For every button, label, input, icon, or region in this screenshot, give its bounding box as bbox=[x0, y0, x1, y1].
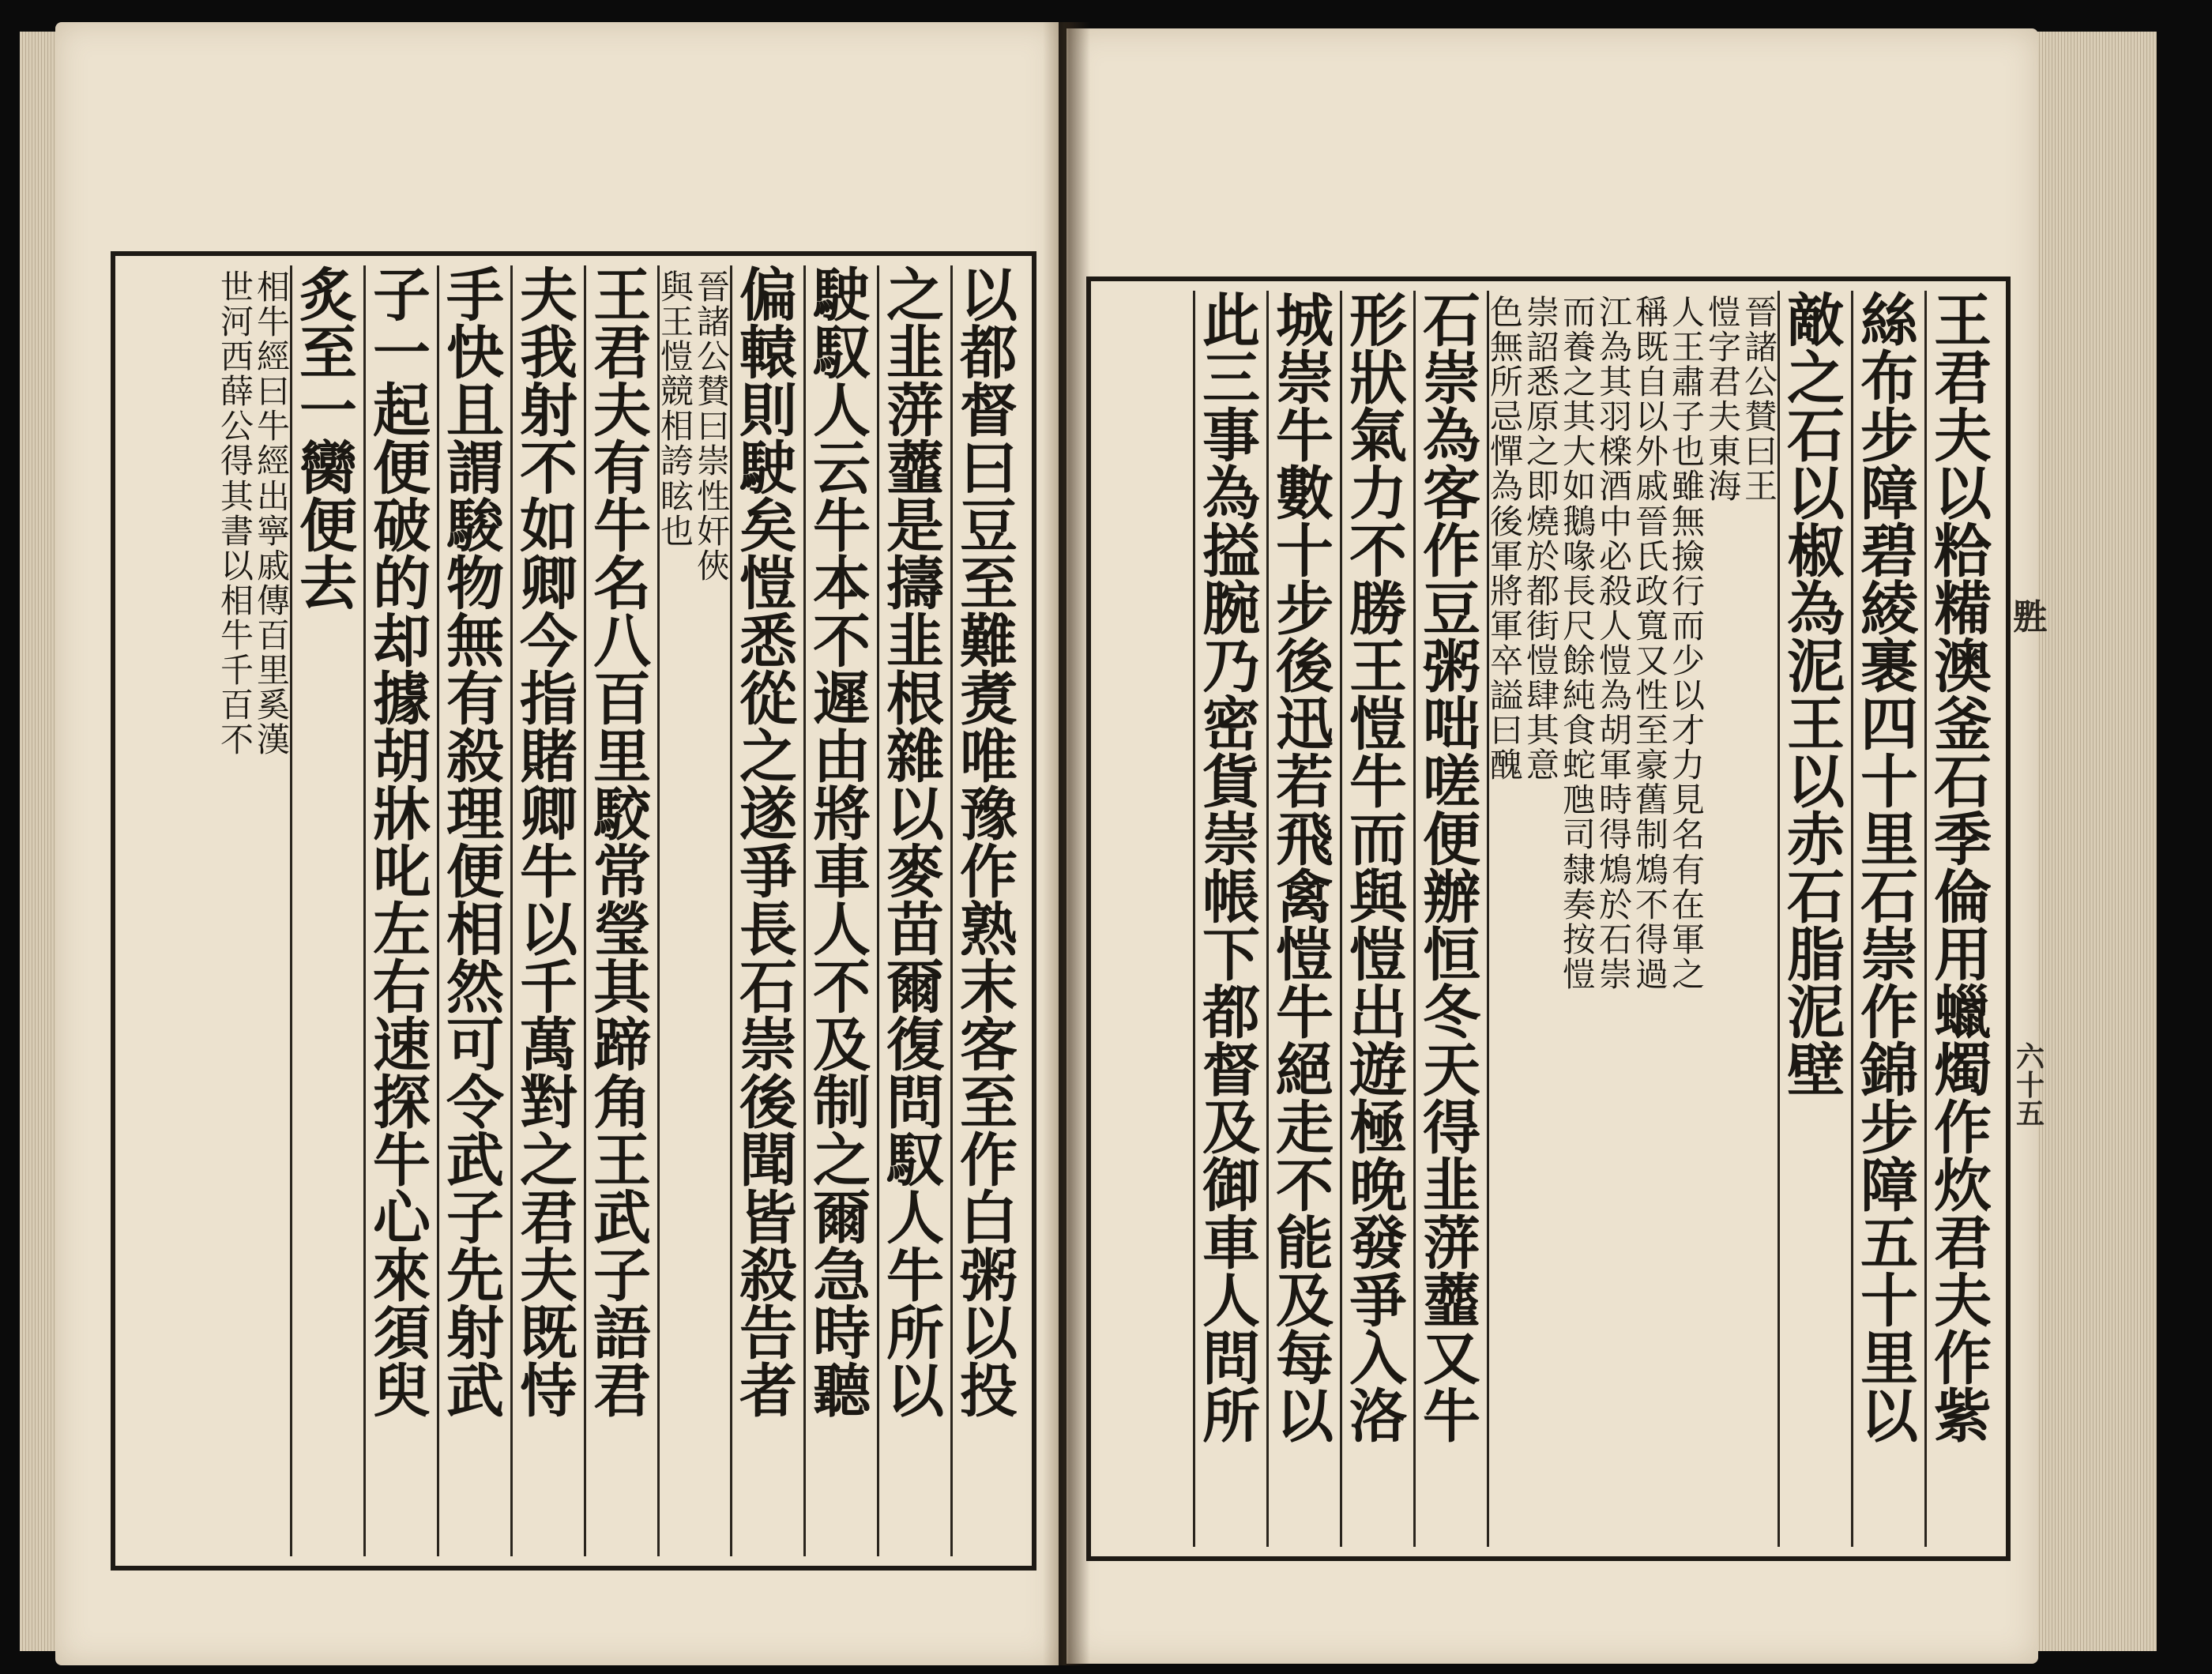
left-page-column-6: 與 王 愷 競 相 誇 眩 也 bbox=[660, 268, 694, 551]
margin-mark-text: 㽒 bbox=[2013, 597, 2048, 638]
book-gutter bbox=[1043, 22, 1090, 1665]
left-page-column-3: 駛 馭 人 云 牛 本 不 遲 由 將 車 人 不 及 制 之 爾 急 時 聽 bbox=[813, 261, 871, 1425]
left-page-column-2: 之 韭 蓱 虀 是 擣 韭 根 雜 以 麥 苗 爾 復 問 馭 人 牛 所 以 bbox=[886, 261, 944, 1425]
right-page-column-6: 人 王 肅 子 也 雖 無 撿 行 而 少 以 才 力 見 名 有 在 軍 之 bbox=[1671, 293, 1705, 994]
margin-page-number-text: 六 十 五 bbox=[2016, 1040, 2045, 1130]
right-page-column-12: 石 崇 為 客 作 豆 粥 咄 嗟 便 辦 恒 冬 天 得 韭 蓱 虀 又 牛 bbox=[1423, 287, 1480, 1450]
left-page-column-4: 偏 轅 則 駛 矣 愷 悉 從 之 遂 爭 長 石 崇 後 聞 皆 殺 告 者 bbox=[739, 261, 797, 1425]
left-page-column-8: 夫 我 射 不 如 卿 今 指 賭 卿 牛 以 千 萬 對 之 君 夫 既 恃 bbox=[520, 261, 577, 1425]
right-page-column-rule bbox=[1193, 291, 1195, 1547]
left-page-column-11: 炙 至 一 臠 便 去 bbox=[299, 261, 357, 618]
right-page-column-10: 崇 詔 悉 原 之 即 燒 於 都 街 愷 肆 其 意 bbox=[1525, 293, 1559, 785]
left-page-column-12: 相 牛 經 曰 牛 經 出 寧 戚 傳 百 里 奚 漢 bbox=[256, 268, 290, 760]
right-page-column-1: 王 君 夫 以 粭 糒 澳 釜 石 季 倫 用 蠟 燭 作 炊 君 夫 作 紫 bbox=[1934, 287, 1992, 1450]
right-text-frame bbox=[1086, 276, 2011, 1561]
right-page-column-13: 形 狀 氣 力 不 勝 王 愷 牛 而 與 愷 出 遊 極 晚 發 爭 入 洛 bbox=[1349, 287, 1407, 1450]
left-text-frame bbox=[111, 251, 1036, 1571]
right-page-column-14: 城 崇 牛 數 十 步 後 迅 若 飛 禽 愷 牛 絕 走 不 能 及 每 以 bbox=[1276, 287, 1334, 1450]
right-page-column-2: 絲 布 步 障 碧 綾 裹 四 十 里 石 崇 作 錦 步 障 五 十 里 以 bbox=[1860, 287, 1918, 1450]
margin-page-number bbox=[2016, 1040, 2045, 1130]
right-page-column-9: 而 養 之 其 大 如 鵝 喙 長 尺 餘 純 食 蛇 虺 司 隸 奏 按 愷 bbox=[1562, 293, 1596, 994]
right-page-column-11: 色 無 所 忌 憚 為 後 軍 將 軍 卒 謚 曰 醜 bbox=[1489, 293, 1523, 785]
right-page-column-3: 敵 之 石 以 椒 為 泥 王 以 赤 石 脂 泥 壁 bbox=[1787, 287, 1845, 1104]
right-page-column-4: 晉 諸 公 賛 曰 王 bbox=[1744, 293, 1778, 506]
left-page-column-1: 以 都 督 曰 豆 至 難 煑 唯 豫 作 熟 末 客 至 作 白 粥 以 投 bbox=[960, 261, 1018, 1425]
right-page-column-5: 愷 字 君 夫 東 海 bbox=[1707, 293, 1741, 506]
left-page-column-10: 子 一 起 便 破 的 却 據 胡 牀 叱 左 右 速 探 牛 心 來 須 臾 bbox=[373, 261, 431, 1425]
margin-fold-mark bbox=[2013, 597, 2048, 638]
left-page-column-9: 手 快 且 謂 駿 物 無 有 殺 理 便 相 然 可 令 武 子 先 射 武 bbox=[446, 261, 504, 1425]
right-page-column-7: 稱 既 自 以 外 戚 晉 氏 政 寬 又 性 至 豪 舊 制 鴆 不 得 過 bbox=[1635, 293, 1668, 994]
left-page-column-5: 晉 諸 公 賛 曰 崇 性 奸 俠 bbox=[696, 268, 730, 585]
right-page-edges bbox=[2030, 32, 2157, 1651]
right-page-column-15: 此 三 事 為 搤 腕 乃 密 貨 崇 帳 下 都 督 及 御 車 人 問 所 bbox=[1202, 287, 1260, 1450]
left-page-column-7: 王 君 夫 有 牛 名 八 百 里 駮 常 瑩 其 蹄 角 王 武 子 語 君 bbox=[593, 261, 651, 1425]
left-page-column-13: 世 河 西 薛 公 得 其 書 以 相 牛 千 百 不 bbox=[220, 268, 254, 760]
right-page-column-8: 江 為 其 羽 檪 酒 中 必 殺 人 愷 為 胡 軍 時 得 鴆 於 石 崇 bbox=[1598, 293, 1632, 994]
